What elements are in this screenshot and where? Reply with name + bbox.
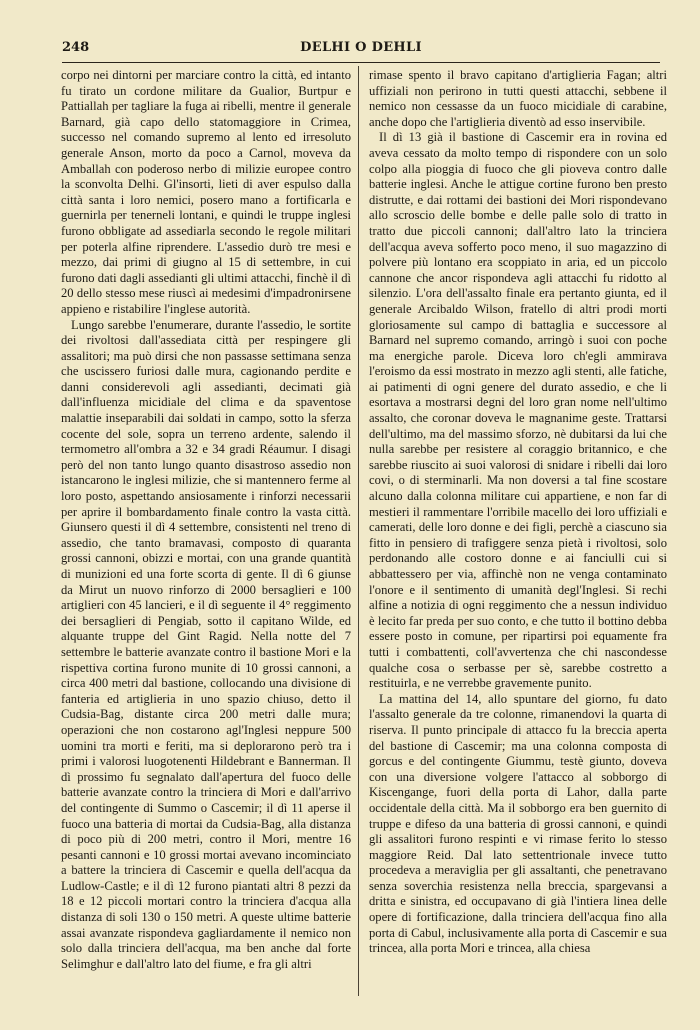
column-divider bbox=[358, 66, 359, 996]
paragraph: Lungo sarebbe l'enumerare, durante l'assedio, le sortite dei rivoltosi dall'assediata città per respingere gli assalitori; ma può dirsi che non passasse settimana senza che uscissero furiosi dalle mura, cagionando perdite e danni considerevoli agli assedianti, decimati già dall'influenza micidiale del clima e da spaventose malattie inseparabili dai soldati in campo, sotto la sferza cocente del sole, sopra un terreno ardente, salendo il termometro all'ombra a 32 e 34 gradi Réaumur. I disagi però del non tanto lungo quanto disastroso assedio non istancarono le inglesi milizie, che si mantennero ferme al loro posto, aspettando ansiosamente i rinforzi necessarii per aprire il bombardamento finale contro la vasta città. Giunsero questi il dì 4 settembre, consistenti nel treno di assedio, che tanto bramavasi, composto di quaranta grossi cannoni, obizzi e mortai, con una grande quantità di munizioni ed una forte scorta di gente. Il dì 6 giunse da Mirut un nuovo rinforzo di 2000 bersaglieri e 100 artiglieri con 45 lancieri, e il dì seguente il 4° reggimento dei bersaglieri di Pengiab, sotto il capitano Wilde, ed alquante truppe del Gint Ragid. Nella notte del 7 settembre le batterie avanzate contro il bastione Mori e la rispettiva cortina furono munite di 10 grossi cannoni, a circa 400 metri dal bastione, collocando una divisione di fanteria ed artiglieria in uno spazio chiuso, detto il Cudsia-Bag, distante circa 200 metri dalle mura; operazioni che non costarono agl'Inglesi neppure 500 uomini tra morti e feriti, ma si deplorarono però tra i primi i valorosi luogotenenti Hildebrant e Bannerman. Il dì prossimo fu segnalato dall'apertura del fuoco delle batterie avanzate contro la trinciera di Mori e dall'arrivo del contingente di Summo o Cascemir; il dì 11 aperse il fuoco una batteria di mortai da Cudsia-Bag, alla distanza di poco più di 200 metri, contro il Mori, mentre 16 pesanti cannoni e 10 grossi mortai avevano incominciato a battere la trinciera di Cascemir e quella dell'acqua da Ludlow-Castle; e il dì 12 furono piantati altri 8 pezzi da 18 e 12 piccoli mortari contro la trinciera d'acqua alla distanza di soli 130 o 150 metri. A queste ultime batterie assai avanzate rispondeva gagliardamente il nemico non solo dalla trinciera dell'acqua, ma ben anche dal forte Selimghur e dall'altro lato del fiume, e fra gli altri bbox=[61, 317, 351, 971]
paragraph: rimase spento il bravo capitano d'artiglieria Fagan; altri uffiziali non perirono in tutti questi attacchi, sebbene il nemico non cessasse da un fuoco micidiale di carabine, anche dopo che l'artiglieria diventò ad esso inservibile. bbox=[369, 68, 667, 129]
page-number: 248 bbox=[62, 40, 90, 55]
paragraph: Il dì 13 già il bastione di Cascemir era in rovina ed aveva cessato da molto tempo di rispondere con un solo colpo alla pioggia di fuoco che gli pioveva contro dalle batterie inglesi. Anche le attigue cortine furono ben presto distrutte, e dai rottami dei bastioni dei Mori rispondevano allo scroscio delle bombe e delle palle solo di tratto in tratto due piccoli cannoni; dall'altro lato la trinciera dell'acqua aveva sofferto poco meno, il suo magazzino di polvere più lontano era scoppiato in aria, ed un piccolo cannone che ancor rispondeva agli attacchi fu ridotto al silenzio. L'ora dell'assalto finale era pertanto giunta, ed il generale Arcibaldo Wilson, fratello di altri prodi morti gloriosamente sul campo di battaglia e successore al Barnard nel supremo comando, arringò i suoi con poche ma energiche parole. Diceva loro ch'egli ammirava l'eroismo da essi mostrato in mezzo agli stenti, alle fatiche, ai patimenti di ogni genere del durato assedio, e che li esortava a mostrarsi degni del loro gran nome nell'ultimo assalto, che coronar doveva le magnanime geste. Trattarsi dell'ultimo, ma del massimo sforzo, nè dubitarsi da lui che nulla sarebbe per resistere al coraggio britannico, e che sarebbe riuscito ai suoi valorosi di snidare i ribelli dai loro covi, o di sterminarli. Ma non doversi a tal fine scostare alcuno dalla colonna militare cui appartiene, e non far di mestieri il rammentare l'orribile macello dei loro uffiziali e camerati, delle loro donne e dei figli, perchè a ciascuno sia fitto in pensiero di trafiggere senza pietà i rivoltosi, solo perdonando alle costoro donne e ai fanciulli cui si abbattessero per via, affinchè non ne venga contaminato l'onore e il sentimento di umanità degl'Inglesi. Si rechi alfine a notizia di ogni reggimento che a nessun individuo è lecito far preda per suo conto, e che tutto il bottino debba essere posto in comune, per ripartirsi poi equamente fra tutti i combattenti, coll'avvertenza che chi nascondesse qualche cosa o serbasse per sè, sarebbe costretto a restituirla, e ne verrebbe gravemente punito. bbox=[369, 130, 667, 691]
paragraph: corpo nei dintorni per marciare contro la città, ed intanto fu tirato un cordone militare da Gualior, Burtpur e Pattiallah per tagliare la fuga ai ribelli, mentre il generale Barnard, già capo dello statomaggiore in Crimea, successo nel comando supremo al lento ed irresoluto generale Anson, morto da poco a Carnol, moveva da Amballah con poderoso nerbo di milizie europee contro la sconvolta Delhi. Gl'insorti, lieti di aver espulso dalla città santa i loro nemici, posero mano a fortificarla e guernirla per tenerneli lontani, e quindi le truppe inglesi furono obbligate ad assediarla secondo le regole militari per poterla alfine riprendere. L'assedio durò tre mesi e mezzo, dai primi di giugno al 15 di settembre, in cui furono dati dagli assedianti gli ultimi attacchi, finchè il dì 20 dello stesso mese riuscì ai medesimi d'impadronirsene appieno e ristabilire l'inglese autorità. bbox=[61, 68, 351, 316]
page-header bbox=[62, 40, 660, 63]
right-column bbox=[369, 68, 667, 957]
running-title: DELHI O DEHLI bbox=[300, 40, 422, 55]
paragraph: La mattina del 14, allo spuntare del giorno, fu dato l'assalto generale da tre colonne, rimanendovi la quarta di riserva. Il punto principale di attacco fu la breccia aperta del bastione di Cascemir; ma una colonna composta di gorcus e del contingente Giummu, testè giunto, doveva con una diversione volgere l'attacco al sobborgo di Kiscengange, fuori della porta di Lahor, dalla parte occidentale della città. Ma il sobborgo era ben guernito di truppe e difeso da una batteria di grossi cannoni, e quindi gli assalitori furono respinti e vi rimase ferito lo stesso maggiore Reid. Dal lato settentrionale invece tutto procedeva a meraviglia per gli assaltanti, che penetravano senza soverchia resistenza nella breccia, spargevansi a dritta e sinistra, ed occupavano di già l'intiera linea delle opere di fortificazione, dalla trinciera dell'acqua fino alla porta di Cabul, inclusivamente alla porta di Cascemir e sua trincea, alla porta Mori e trincea, alla chiesa bbox=[369, 691, 667, 956]
left-column bbox=[61, 68, 351, 972]
